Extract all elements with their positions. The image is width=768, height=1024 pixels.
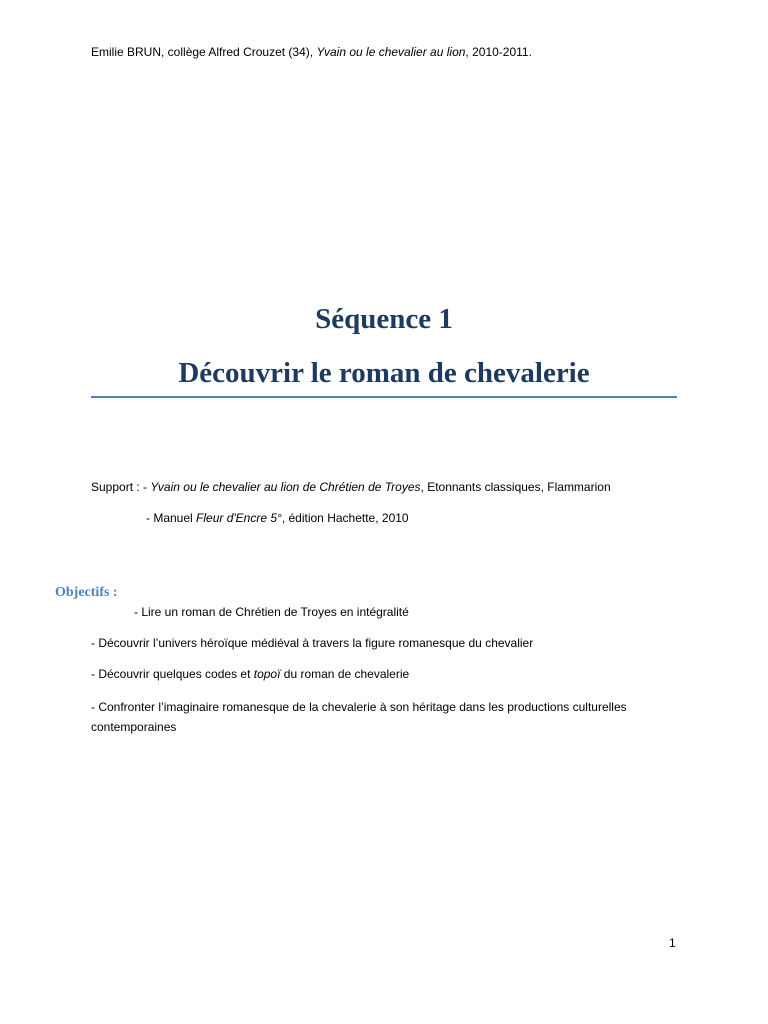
title-underline (91, 396, 677, 398)
page-header (91, 45, 532, 59)
objectifs-heading: Objectifs : (55, 585, 118, 600)
sequence-title: Séquence 1 (315, 303, 453, 335)
header-years: , 2010-2011. (465, 45, 532, 59)
page-number: 1 (669, 936, 676, 950)
support-line-1 (91, 479, 611, 495)
support-manual-title: Fleur d'Encre 5° (196, 511, 282, 525)
support-line-2 (146, 510, 409, 526)
header-school: , collège Alfred Crouzet (34), (161, 45, 317, 59)
support-manual-prefix: - Manuel (146, 511, 197, 525)
objectif-item: - Confronter l’imaginaire romanesque de la chevalerie à son héritage dans les productions culturelles contemporaines (91, 700, 627, 734)
objectif-topoi: topoï (253, 667, 281, 681)
support-label: Support : - (91, 480, 151, 494)
support-manual-edition: , édition Hachette, 2010 (281, 511, 409, 525)
sequence-subtitle: Découvrir le roman de chevalerie (178, 357, 590, 389)
support-book: Yvain ou le chevalier au lion de Chrétien de Troyes (150, 480, 421, 494)
objectif-item: - Lire un roman de Chrétien de Troyes en intégralité (134, 605, 409, 619)
objectif-rest: du roman de chevalerie (280, 667, 410, 681)
objectif-item: - Découvrir l’univers héroïque médiéval à travers la figure romanesque du chevalier (91, 636, 534, 650)
header-book-title: Yvain ou le chevalier au lion (316, 45, 466, 59)
objectif-prefix: - Découvrir quelques codes et (91, 667, 254, 681)
header-author: Emilie BRUN (91, 45, 162, 59)
support-book-edition: , Etonnants classiques, Flammarion (420, 480, 611, 494)
objectif-item (91, 666, 409, 682)
